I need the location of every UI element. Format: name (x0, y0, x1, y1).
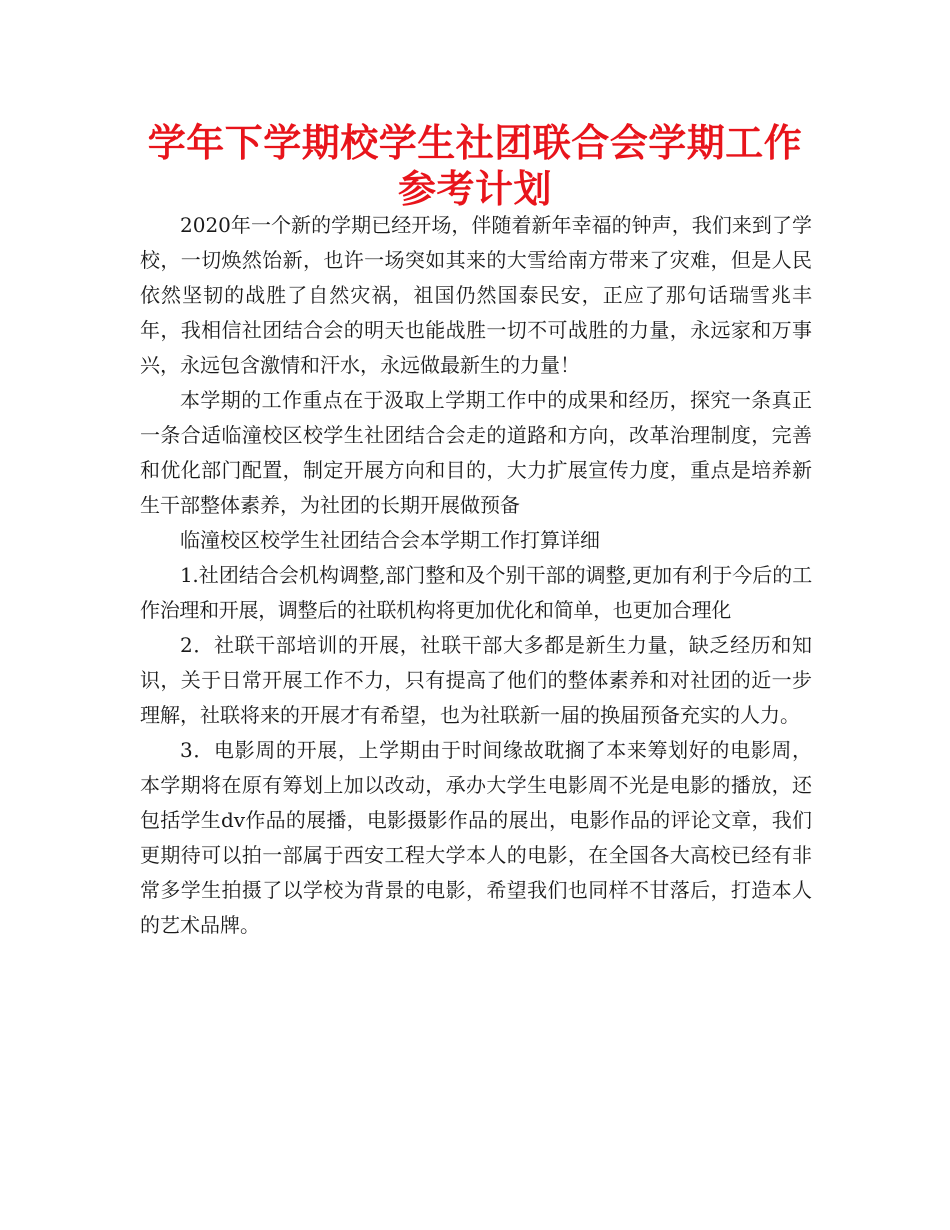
document-body (140, 208, 812, 943)
paragraph-intro: 2020年一个新的学期已经开场，伴随着新年幸福的钟声，我们来到了学校，一切焕然饴新，也许一场突如其来的大雪给南方带来了灾难，但是人民依然坚韧的战胜了自然灾祸，祖国仍然国泰民安，正应了那句话瑞雪兆丰年，我相信社团结合会的明天也能战胜一切不可战胜的力量，永远家和万事兴，永远包含激情和汗水，永远做最新生的力量！ (140, 213, 812, 377)
paragraph-plan-heading: 临潼校区校学生社团结合会本学期工作打算详细 (180, 528, 600, 552)
paragraph-focus: 本学期的工作重点在于汲取上学期工作中的成果和经历，探究一条真正一条合适临潼校区校学生社团结合会走的道路和方向，改革治理制度，完善和优化部门配置，制定开展方向和目的，大力扩展宣传力度，重点是培养新生干部整体素养，为社团的长期开展做预备 (140, 388, 812, 517)
paragraph-item-2: 2．社联干部培训的开展，社联干部大多都是新生力量，缺乏经历和知识，关于日常开展工作不力，只有提高了他们的整体素养和对社团的近一步理解，社联将来的开展才有希望，也为社联新一届的换届预备充实的人力。 (140, 633, 812, 727)
document-title: 学年下学期校学生社团联合会学期工作参考计划 (147, 121, 803, 211)
paragraph-item-1: 1.社团结合会机构调整,部门整和及个别干部的调整,更加有利于今后的工作治理和开展，调整后的社联机构将更加优化和简单，也更加合理化 (140, 563, 812, 622)
paragraph-item-3: 3．电影周的开展，上学期由于时间缘故耽搁了本来筹划好的电影周，本学期将在原有筹划上加以改动，承办大学生电影周不光是电影的播放，还包括学生dv作品的展播，电影摄影作品的展出，电影作品的评论文章，我们更期待可以拍一部属于西安工程大学本人的电影，在全国各大高校已经有非常多学生拍摄了以学校为背景的电影，希望我们也同样不甘落后，打造本人的艺术品牌。 (140, 738, 812, 937)
